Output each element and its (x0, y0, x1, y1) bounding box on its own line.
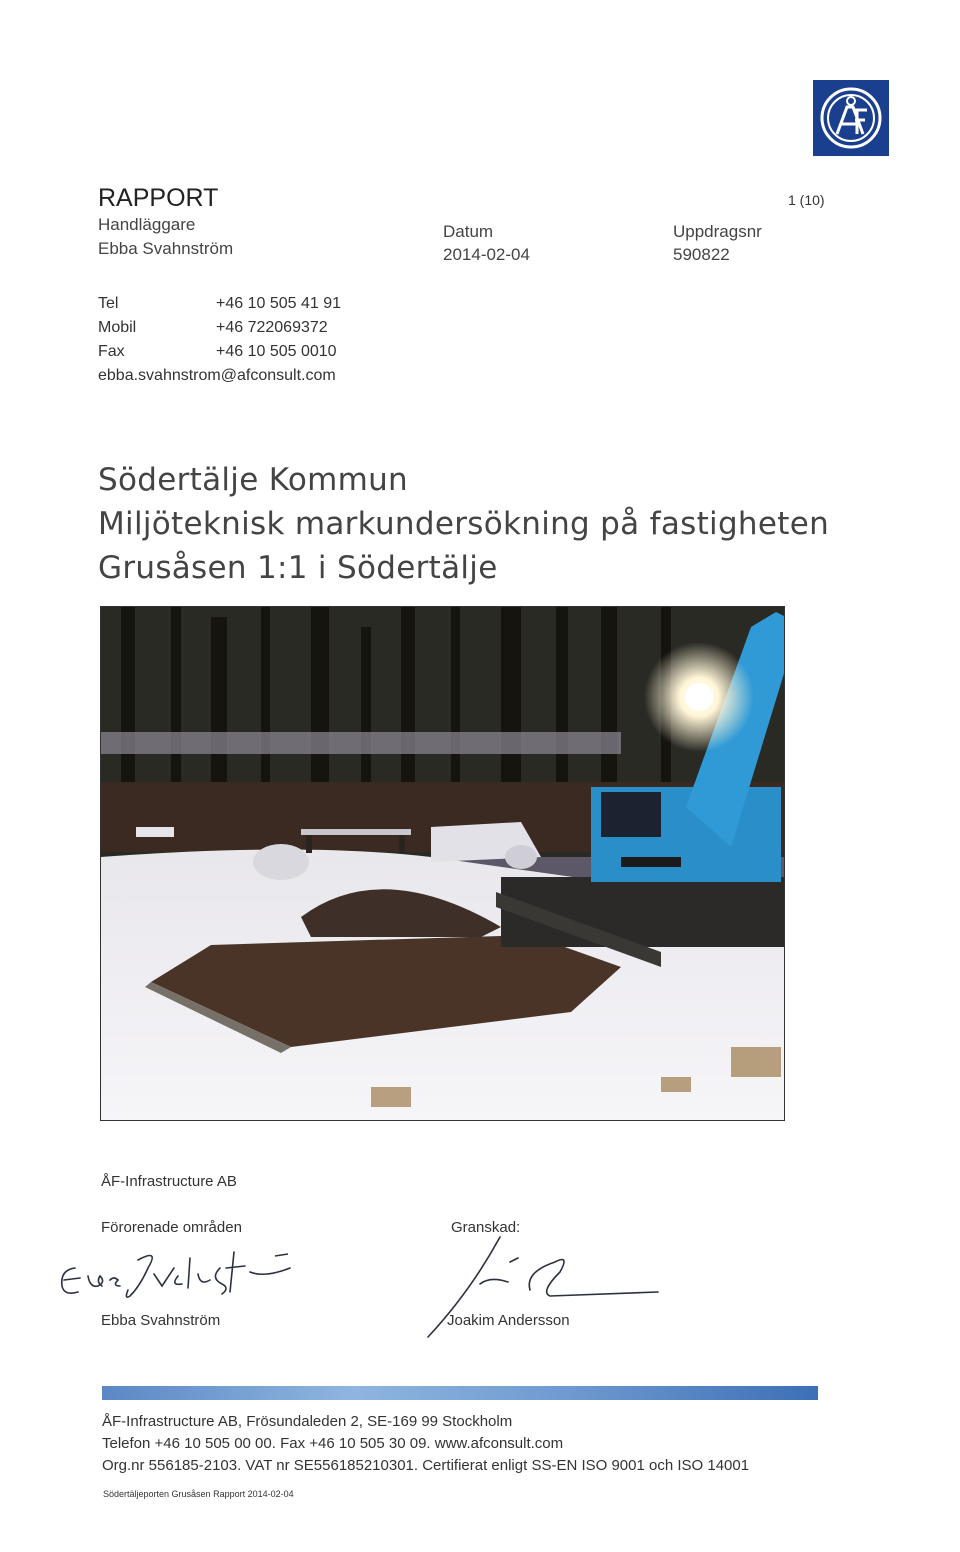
date-label: Datum (443, 222, 494, 241)
footer-text (102, 1411, 749, 1477)
title-line-1: Södertälje Kommun (98, 462, 408, 498)
fax-label: Fax (98, 343, 125, 360)
company-name: ÅF-Infrastructure AB (101, 1173, 237, 1190)
report-title (98, 458, 829, 590)
footer-bar (102, 1386, 818, 1400)
signature-ebba (50, 1238, 300, 1308)
handler-name: Ebba Svahnström (98, 239, 234, 258)
assignment-value: 590822 (673, 245, 730, 264)
site-photo (100, 606, 785, 1121)
signer-ebba: Ebba Svahnström (101, 1312, 221, 1329)
footer-line-3: Org.nr 556185-2103. VAT nr SE556185210301. Certifierat enligt SS-EN ISO 9001 och ISO 14001 (102, 1457, 750, 1474)
assignment-label: Uppdragsnr (673, 222, 762, 241)
email-link[interactable]: ebba.svahnstrom@afconsult.com (98, 367, 336, 384)
signer-joakim: Joakim Andersson (447, 1312, 570, 1329)
tel-value: +46 10 505 41 91 (216, 295, 342, 312)
document-reference: Södertäljeporten Grusåsen Rapport 2014-02-04 (103, 1489, 294, 1499)
title-line-2: Miljöteknisk markundersökning på fastigheten (98, 506, 830, 542)
footer-line-1: ÅF-Infrastructure AB, Frösundaleden 2, SE-169 99 Stockholm (102, 1413, 513, 1430)
page-number: 1 (10) (788, 192, 825, 208)
tel-label: Tel (98, 295, 119, 312)
contact-block (98, 292, 341, 388)
fax-value: +46 10 505 0010 (216, 343, 337, 360)
department: Förorenade områden (101, 1219, 242, 1236)
title-line-3: Grusåsen 1:1 i Södertälje (98, 550, 498, 586)
mobile-label: Mobil (98, 319, 137, 336)
document-type: RAPPORT (98, 184, 219, 212)
reviewed-label: Granskad: (451, 1219, 521, 1236)
af-logo (813, 80, 889, 156)
mobile-value: +46 722069372 (216, 319, 328, 336)
date-value: 2014-02-04 (443, 245, 530, 264)
footer-line-2: Telefon +46 10 505 00 00. Fax +46 10 505 30 09. www.afconsult.com (102, 1435, 564, 1452)
handler-label: Handläggare (98, 215, 196, 234)
